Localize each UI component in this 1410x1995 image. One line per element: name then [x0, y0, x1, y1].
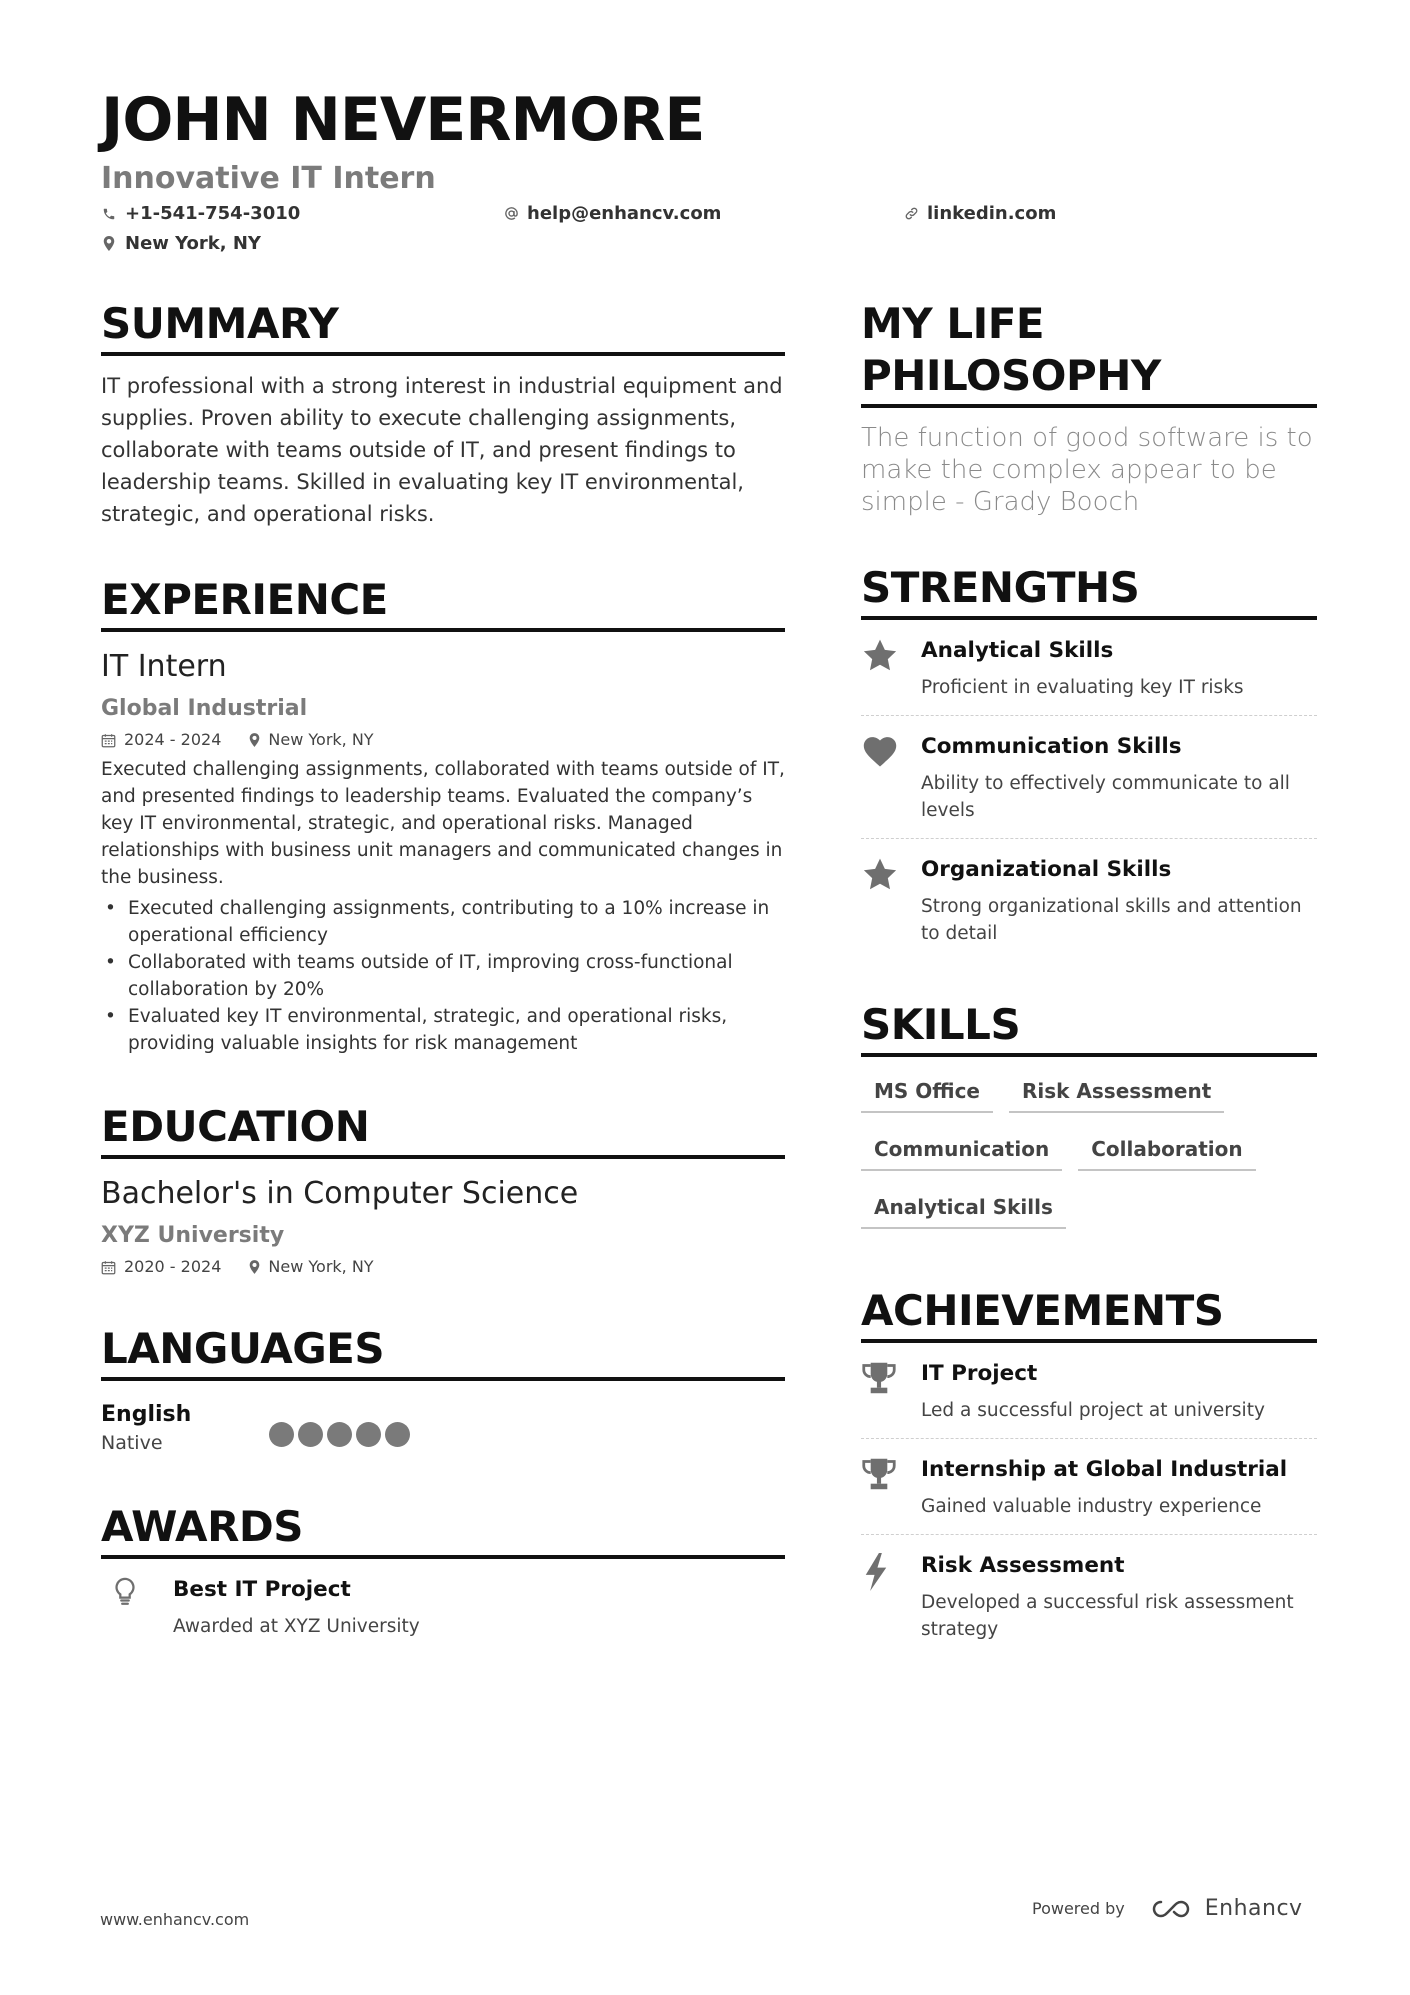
strengths-section: [861, 562, 1317, 961]
list-item: • Executed challenging assignments, contributing to a 10% increase in operational efficiency: [101, 895, 785, 949]
skill-tag: Communication: [861, 1129, 1062, 1171]
left-column: [101, 298, 785, 1698]
awards-heading: AWARDS: [101, 1501, 785, 1559]
rating-dot: [327, 1422, 352, 1447]
contact-info: [101, 203, 1321, 265]
strength-item: [861, 839, 1317, 961]
at-icon: [503, 206, 519, 222]
languages-heading: LANGUAGES: [101, 1323, 785, 1381]
skill-tag: Risk Assessment: [1009, 1071, 1224, 1113]
strength-item: [861, 716, 1317, 839]
experience-section: [101, 574, 785, 1057]
strength-title: Organizational Skills: [921, 857, 1172, 882]
achievement-title: Internship at Global Industrial: [921, 1457, 1288, 1482]
languages-section: [101, 1323, 785, 1457]
achievement-desc: Gained valuable industry experience: [921, 1496, 1262, 1517]
strength-desc: Ability to effectively communicate to all levels: [921, 773, 1290, 821]
trophy-icon: [861, 1359, 921, 1424]
award-desc: Awarded at XYZ University: [173, 1616, 420, 1637]
calendar-icon: [101, 1260, 116, 1275]
achievements-heading: ACHIEVEMENTS: [861, 1285, 1317, 1343]
rating-dot: [356, 1422, 381, 1447]
calendar-icon: [101, 733, 116, 748]
award-title: Best IT Project: [173, 1577, 351, 1602]
strength-desc: Strong organizational skills and attention to detail: [921, 896, 1302, 944]
education-dates: 2020 - 2024: [124, 1257, 222, 1276]
strength-item: [861, 620, 1317, 716]
link-icon: [903, 206, 919, 222]
achievement-desc: Developed a successful risk assessment strategy: [921, 1592, 1294, 1640]
language-rating: [269, 1412, 414, 1457]
achievement-title: Risk Assessment: [921, 1553, 1125, 1578]
summary-text: IT professional with a strong interest in industrial equipment and supplies. Proven ability to execute challenging assignments, collaborate with teams outside of IT, and present findings to leadership teams. Skilled in evaluating key IT environmental, strategic, and operational risks.: [101, 374, 783, 526]
language-name: English: [101, 1402, 192, 1427]
achievement-item: [861, 1439, 1317, 1535]
skills-heading: SKILLS: [861, 999, 1317, 1057]
philosophy-heading: MY LIFE PHILOSOPHY: [861, 298, 1317, 408]
footer-website[interactable]: www.enhancv.com: [100, 1910, 250, 1929]
skill-tag: Analytical Skills: [861, 1187, 1066, 1229]
skill-tag: Collaboration: [1078, 1129, 1255, 1171]
strength-title: Analytical Skills: [921, 638, 1114, 663]
trophy-icon: [861, 1455, 921, 1520]
phone-text: +1-541-754-3010: [125, 203, 301, 224]
skills-section: [861, 999, 1317, 1245]
brand-name: Enhancv: [1204, 1896, 1303, 1921]
achievements-section: [861, 1285, 1317, 1657]
phone-icon: [101, 206, 117, 222]
education-meta: [101, 1255, 785, 1279]
star-icon: [861, 855, 921, 947]
location-text: New York, NY: [125, 233, 261, 254]
brand-logo: [1149, 1896, 1303, 1921]
contact-email[interactable]: [503, 203, 721, 224]
achievement-title: IT Project: [921, 1361, 1038, 1386]
list-item: • Collaborated with teams outside of IT, improving cross-functional collaboration by 20%: [101, 949, 785, 1003]
link-text: linkedin.com: [927, 203, 1057, 224]
powered-by-label: Powered by: [1032, 1899, 1125, 1918]
job-meta: [101, 728, 785, 752]
candidate-name: JOHN NEVERMORE: [101, 85, 705, 155]
skills-tags: [861, 1071, 1317, 1245]
experience-entry: [101, 648, 785, 1057]
contact-link[interactable]: [903, 203, 1056, 224]
contact-location: [101, 233, 261, 254]
strength-title: Communication Skills: [921, 734, 1182, 759]
experience-heading: EXPERIENCE: [101, 574, 785, 632]
strengths-heading: STRENGTHS: [861, 562, 1317, 620]
awards-section: [101, 1501, 785, 1654]
education-section: [101, 1101, 785, 1279]
philosophy-section: [861, 298, 1317, 518]
award-item: [101, 1559, 785, 1654]
rating-dot: [269, 1422, 294, 1447]
resume-header: [101, 85, 1321, 265]
email-text: help@enhancv.com: [527, 203, 722, 224]
candidate-role: Innovative IT Intern: [101, 161, 436, 196]
company-name: Global Industrial: [101, 696, 308, 721]
rating-dot: [298, 1422, 323, 1447]
language-level: Native: [101, 1432, 163, 1454]
achievement-item: [861, 1535, 1317, 1657]
job-title: IT Intern: [101, 649, 227, 684]
location-pin-icon: [101, 236, 117, 252]
job-dates: 2024 - 2024: [124, 730, 222, 749]
star-icon: [861, 636, 921, 701]
achievement-item: [861, 1343, 1317, 1439]
education-heading: EDUCATION: [101, 1101, 785, 1159]
heart-icon: [861, 732, 921, 824]
contact-phone[interactable]: [101, 203, 300, 224]
philosophy-quote: The function of good software is to make the complex appear to be simple - Grady Booch: [861, 423, 1313, 517]
summary-heading: SUMMARY: [101, 298, 785, 356]
location-pin-icon: [249, 1260, 260, 1274]
enhancv-logo-icon: [1149, 1898, 1195, 1920]
strength-desc: Proficient in evaluating key IT risks: [921, 677, 1244, 698]
footer-branding[interactable]: [1032, 1896, 1303, 1921]
location-pin-icon: [249, 733, 260, 747]
lightbulb-icon: [113, 1575, 173, 1640]
summary-section: [101, 298, 785, 530]
rating-dot: [385, 1422, 410, 1447]
school-name: XYZ University: [101, 1223, 285, 1248]
skill-tag: MS Office: [861, 1071, 993, 1113]
right-column: [861, 298, 1317, 1701]
list-item: • Evaluated key IT environmental, strategic, and operational risks, providing valuable insights for risk management: [101, 1003, 785, 1057]
job-bullets: [101, 895, 785, 1057]
degree-title: Bachelor's in Computer Science: [101, 1176, 579, 1211]
job-description: Executed challenging assignments, collaborated with teams outside of IT, and presented findings to leadership teams. Evaluated the company’s key IT environmental, strategic, and operational risks. Managed relationships with business unit managers and communicated changes in the business.: [101, 759, 785, 888]
achievement-desc: Led a successful project at university: [921, 1400, 1265, 1421]
lightning-icon: [861, 1551, 921, 1643]
education-location: New York, NY: [268, 1257, 374, 1276]
job-location: New York, NY: [268, 730, 374, 749]
language-entry: [101, 1401, 785, 1457]
